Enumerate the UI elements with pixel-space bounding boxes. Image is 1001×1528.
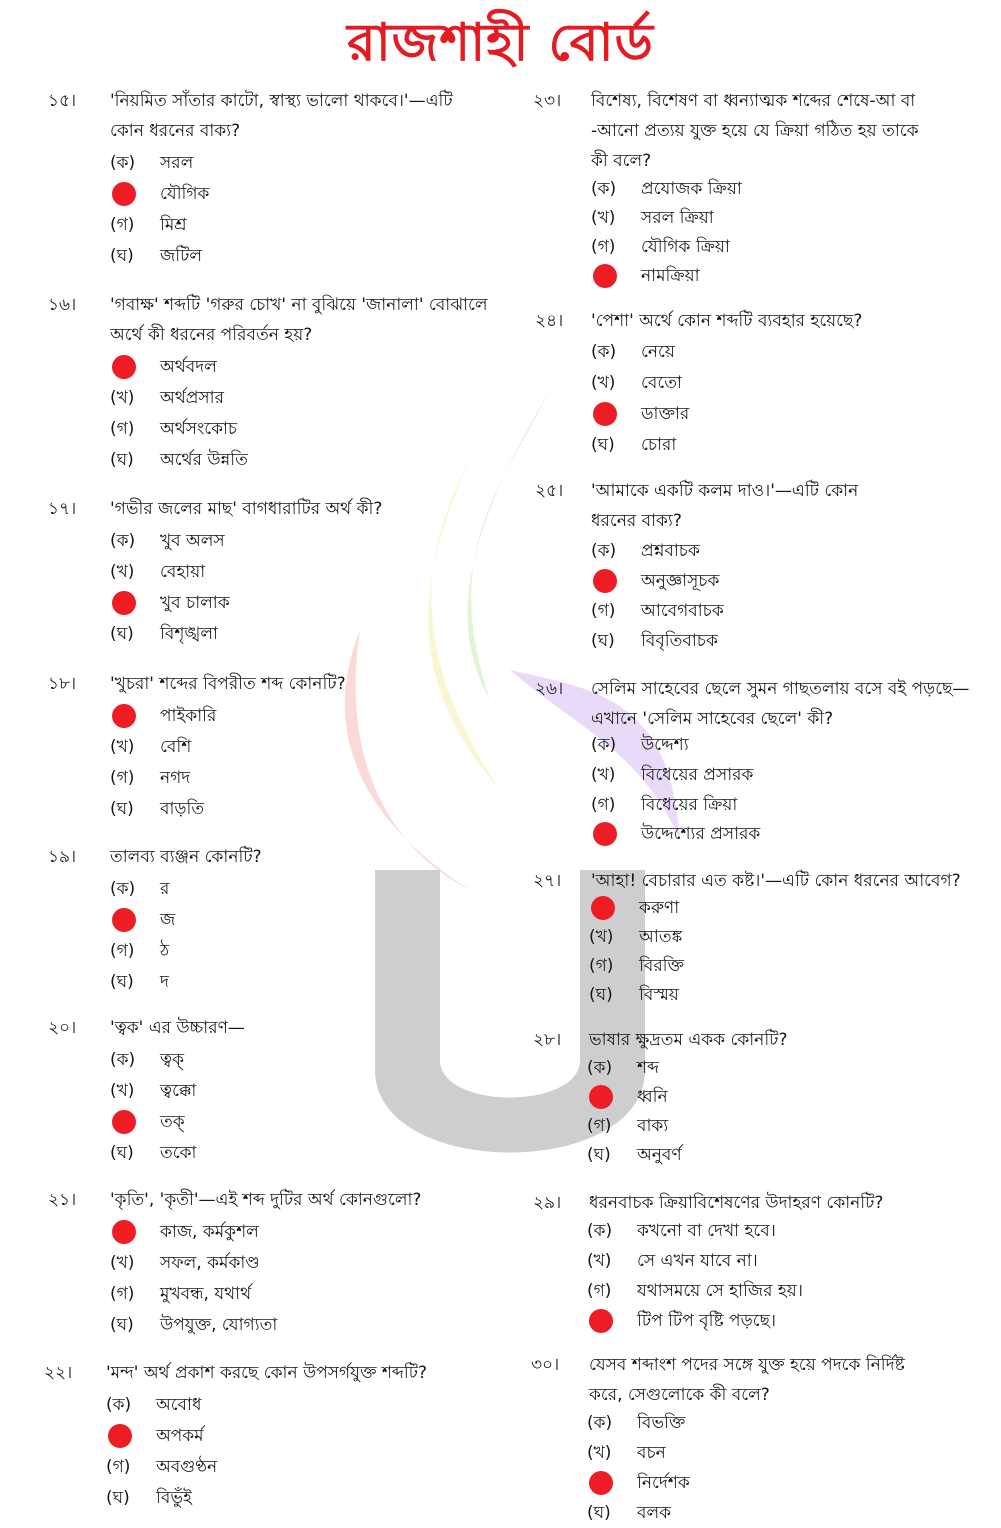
option-label: (গ) — [110, 768, 135, 788]
question-line: 'নিয়মিত সাঁতার কাটো, স্বাস্থ্য ভালো থাকবে।'—এটি — [110, 91, 453, 111]
option-text: বাক্য — [637, 1116, 669, 1136]
option-label: (ক) — [591, 541, 617, 561]
option-text: খুব চালাক — [160, 593, 230, 613]
option-text: আতঙ্ক — [639, 927, 683, 947]
question-text — [110, 494, 490, 524]
option-text: দ — [160, 972, 169, 992]
option-label: (ঘ) — [587, 1503, 611, 1523]
option-text: নগদ — [160, 768, 191, 788]
question-line: 'কৃতি', 'কৃতী'—এই শব্দ দুটির অর্থ কোনগুলো? — [110, 1190, 422, 1210]
option-label: (ক) — [110, 531, 136, 551]
option-text: বিধেয়ের ক্রিয়া — [641, 795, 738, 815]
question-number: ২৭। — [533, 871, 562, 891]
question-number: ২৬। — [535, 679, 564, 699]
option-label: (খ) — [110, 1081, 135, 1101]
option-text: অনুবর্ণ — [637, 1145, 682, 1165]
option-label: (গ) — [110, 1284, 135, 1304]
answer-marker-icon — [589, 1085, 613, 1109]
option-label: (খ) — [110, 1253, 135, 1273]
answer-marker-icon — [112, 182, 136, 206]
option-text: কখনো বা দেখা হবে। — [637, 1221, 776, 1241]
question-text — [591, 866, 991, 896]
question-text — [110, 842, 490, 872]
option-text: করুণা — [639, 898, 680, 918]
option-label: (গ) — [591, 795, 616, 815]
question-line: করে, সেগুলোকে কী বলে? — [589, 1385, 770, 1405]
option-label: (ঘ) — [110, 246, 134, 266]
question-line: বিশেষ্য, বিশেষণ বা ধ্বন্যাত্মক শব্দের শেষে-আ বা — [591, 91, 916, 111]
question-text — [589, 1025, 989, 1055]
option-text: খুব অলস — [160, 531, 225, 551]
option-text: বিরক্তি — [639, 956, 685, 976]
option-text: অর্থের উন্নতি — [160, 450, 248, 470]
question-text — [110, 669, 490, 699]
question-line: 'গভীর জলের মাছ' বাগধারাটির অর্থ কী? — [110, 499, 383, 519]
option-text: ত্বক্ — [160, 1050, 184, 1070]
option-text: জটিল — [160, 246, 203, 266]
option-text: উদ্দেশ্যের প্রসারক — [641, 824, 761, 844]
option-text: প্রশ্নবাচক — [641, 541, 700, 561]
answer-marker-icon — [593, 402, 617, 426]
answer-marker-icon — [593, 264, 617, 288]
option-text: কাজ, কর্মকুশল — [160, 1222, 259, 1242]
answer-marker-icon — [112, 355, 136, 379]
option-label: (ঘ) — [591, 435, 615, 455]
option-label: (ঘ) — [106, 1488, 130, 1508]
option-label: (গ) — [591, 601, 616, 621]
question-number: ২৩। — [533, 91, 562, 111]
question-line: তালব্য ব্যঞ্জন কোনটি? — [110, 847, 262, 867]
option-text: বলক — [637, 1503, 672, 1523]
answer-marker-icon — [108, 1424, 132, 1448]
option-label: (খ) — [591, 373, 616, 393]
option-text: আবেগবাচক — [641, 601, 724, 621]
option-label: (ক) — [587, 1058, 613, 1078]
question-line: 'আহা! বেচারার এত কষ্ট।'—এটি কোন ধরনের আবেগ? — [591, 871, 961, 891]
option-label: (খ) — [587, 1251, 612, 1271]
option-text: ডাক্তার — [641, 404, 690, 424]
option-text: অবগুণ্ঠন — [156, 1457, 218, 1477]
question-text — [589, 1188, 989, 1218]
question-number: ৩০। — [531, 1355, 560, 1375]
question-number: ২০। — [48, 1018, 77, 1038]
option-text: মুখবন্ধ, যথার্থ — [160, 1284, 252, 1304]
option-text: অনুজ্ঞাসূচক — [641, 571, 720, 591]
question-number: ১৫। — [48, 91, 77, 111]
option-text: অপকর্ম — [156, 1426, 204, 1446]
question-line: 'ত্বক' এর উচ্চারণ— — [110, 1018, 245, 1038]
option-label: (ঘ) — [110, 624, 134, 644]
option-label: (গ) — [591, 237, 616, 257]
option-text: নেয়ে — [641, 342, 675, 362]
option-label: (গ) — [589, 956, 614, 976]
option-text: যৌগিক ক্রিয়া — [641, 237, 730, 257]
question-line: -আনো প্রত্যয় যুক্ত হয়ে যে ক্রিয়া গঠিত হয় তাকে — [591, 121, 919, 141]
option-text: চোরা — [641, 435, 677, 455]
option-text: নামক্রিয়া — [641, 266, 700, 286]
option-label: (খ) — [591, 208, 616, 228]
option-label: (খ) — [110, 388, 135, 408]
option-label: (গ) — [587, 1116, 612, 1136]
question-text — [591, 86, 986, 176]
question-line: কোন ধরনের বাক্য? — [110, 121, 241, 141]
option-label: (খ) — [589, 927, 614, 947]
option-label: (ঘ) — [589, 985, 613, 1005]
option-text: সরল ক্রিয়া — [641, 208, 714, 228]
option-text: বচন — [637, 1443, 666, 1463]
answer-marker-icon — [589, 1471, 613, 1495]
answer-marker-icon — [589, 1309, 613, 1333]
question-text — [110, 1185, 490, 1215]
option-text: পাইকারি — [160, 706, 217, 726]
option-text: জ — [160, 910, 176, 930]
option-label: (ঘ) — [110, 799, 134, 819]
option-label: (ক) — [110, 1050, 136, 1070]
option-label: (খ) — [591, 765, 616, 785]
option-text: টিপ টিপ বৃষ্টি পড়ছে। — [637, 1311, 776, 1331]
option-label: (ক) — [587, 1221, 613, 1241]
option-text: মিশ্র — [160, 215, 187, 235]
option-text: প্রযোজক ক্রিয়া — [641, 179, 742, 199]
option-label: (ঘ) — [110, 1143, 134, 1163]
question-text — [110, 1013, 490, 1043]
option-label: (গ) — [106, 1457, 131, 1477]
option-label: (ঘ) — [110, 450, 134, 470]
answer-marker-icon — [593, 569, 617, 593]
option-text: ঠ — [160, 941, 170, 961]
question-line: ধরনের বাক্য? — [591, 511, 682, 531]
option-text: সে এখন যাবে না। — [637, 1251, 758, 1271]
question-number: ২৪। — [535, 311, 564, 331]
option-text: বিশৃঙ্খলা — [160, 624, 218, 644]
option-text: সফল, কর্মকাণ্ড — [160, 1253, 260, 1273]
question-line: 'মন্দ' অর্থ প্রকাশ করছে কোন উপসর্গযুক্ত শব্দটি? — [106, 1363, 428, 1383]
answer-marker-icon — [591, 896, 615, 920]
option-text: সরল — [160, 153, 194, 173]
question-line: সেলিম সাহেবের ছেলে সুমন গাছতলায় বসে বই পড়ছে— — [591, 679, 970, 699]
question-text — [110, 290, 500, 350]
option-label: (ক) — [591, 179, 617, 199]
option-text: বাড়তি — [160, 799, 205, 819]
option-label: (খ) — [587, 1443, 612, 1463]
question-number: ১৬। — [48, 295, 77, 315]
question-text — [591, 306, 986, 336]
answer-marker-icon — [593, 822, 617, 846]
question-text — [591, 476, 986, 536]
option-text: বিভক্তি — [637, 1413, 686, 1433]
answer-marker-icon — [112, 908, 136, 932]
option-text: শব্দ — [637, 1058, 659, 1078]
option-text: নির্দেশক — [637, 1473, 690, 1493]
question-number: ১৮। — [48, 674, 77, 694]
option-label: (ঘ) — [591, 631, 615, 651]
question-number: ২৫। — [535, 481, 564, 501]
option-text: অর্থবদল — [160, 357, 217, 377]
question-number: ২২। — [44, 1363, 73, 1383]
option-label: (ঘ) — [110, 1315, 134, 1335]
option-label: (ঘ) — [110, 972, 134, 992]
page-title: রাজশাহী বোর্ড — [347, 12, 654, 73]
option-label: (খ) — [110, 562, 135, 582]
question-number: ১৭। — [48, 499, 77, 519]
option-text: র — [160, 879, 170, 899]
answer-marker-icon — [112, 591, 136, 615]
question-line: 'গবাক্ষ' শব্দটি 'গরুর চোখ' না বুঝিয়ে 'জানালা' বোঝালে — [110, 295, 488, 315]
option-label: (ক) — [110, 153, 136, 173]
option-label: (ঘ) — [587, 1145, 611, 1165]
question-text — [106, 1358, 486, 1388]
option-label: (গ) — [110, 215, 135, 235]
answer-marker-icon — [112, 704, 136, 728]
question-line: ধরনবাচক ক্রিয়াবিশেষণের উদাহরণ কোনটি? — [589, 1193, 884, 1213]
question-line: অর্থে কী ধরনের পরিবর্তন হয়? — [110, 325, 313, 345]
option-text: বিভুঁই — [156, 1488, 192, 1508]
option-text: বেতো — [641, 373, 682, 393]
question-line: ভাষার ক্ষুদ্রতম একক কোনটি? — [589, 1030, 788, 1050]
option-label: (ক) — [591, 342, 617, 362]
question-line: যেসব শব্দাংশ পদের সঙ্গে যুক্ত হয়ে পদকে নির্দিষ্ট — [589, 1355, 905, 1375]
option-text: ত্বক্কো — [160, 1081, 197, 1101]
question-line: 'আমাকে একটি কলম দাও।'—এটি কোন — [591, 481, 859, 501]
question-number: ২১। — [48, 1190, 77, 1210]
option-text: তক্ — [160, 1112, 185, 1132]
option-text: উদ্দেশ্য — [641, 735, 689, 755]
option-text: তকো — [160, 1143, 197, 1163]
option-label: (গ) — [587, 1281, 612, 1301]
option-text: বিস্ময় — [639, 985, 679, 1005]
option-text: অবোধ — [156, 1395, 202, 1415]
option-label: (ক) — [587, 1413, 613, 1433]
option-text: বেশি — [160, 737, 192, 757]
option-label: (ক) — [591, 735, 617, 755]
option-text: অর্থপ্রসার — [160, 388, 224, 408]
question-line: এখানে 'সেলিম সাহেবের ছেলে' কী? — [591, 709, 834, 729]
question-text — [589, 1350, 989, 1410]
option-text: বিধেয়ের প্রসারক — [641, 765, 754, 785]
option-label: (খ) — [110, 737, 135, 757]
answer-marker-icon — [112, 1110, 136, 1134]
option-text: ধ্বনি — [637, 1087, 668, 1107]
option-label: (গ) — [110, 419, 135, 439]
question-text — [110, 86, 490, 146]
option-text: বিবৃতিবাচক — [641, 631, 718, 651]
option-label: (ক) — [106, 1395, 132, 1415]
question-number: ১৯। — [48, 847, 77, 867]
question-line: কী বলে? — [591, 151, 652, 171]
option-label: (ক) — [110, 879, 136, 899]
answer-marker-icon — [112, 1220, 136, 1244]
option-text: বেহায়া — [160, 562, 206, 582]
question-text — [591, 674, 991, 734]
question-number: ২৮। — [533, 1030, 562, 1050]
option-text: যথাসময়ে সে হাজির হয়। — [637, 1281, 803, 1301]
option-label: (গ) — [110, 941, 135, 961]
option-text: উপযুক্ত, যোগ্যতা — [160, 1315, 278, 1335]
option-text: অর্থসংকোচ — [160, 419, 238, 439]
question-line: 'পেশা' অর্থে কোন শব্দটি ব্যবহার হয়েছে? — [591, 311, 863, 331]
question-number: ২৯। — [533, 1193, 562, 1213]
question-line: 'খুচরা' শব্দের বিপরীত শব্দ কোনটি? — [110, 674, 346, 694]
option-text: যৌগিক — [160, 184, 210, 204]
